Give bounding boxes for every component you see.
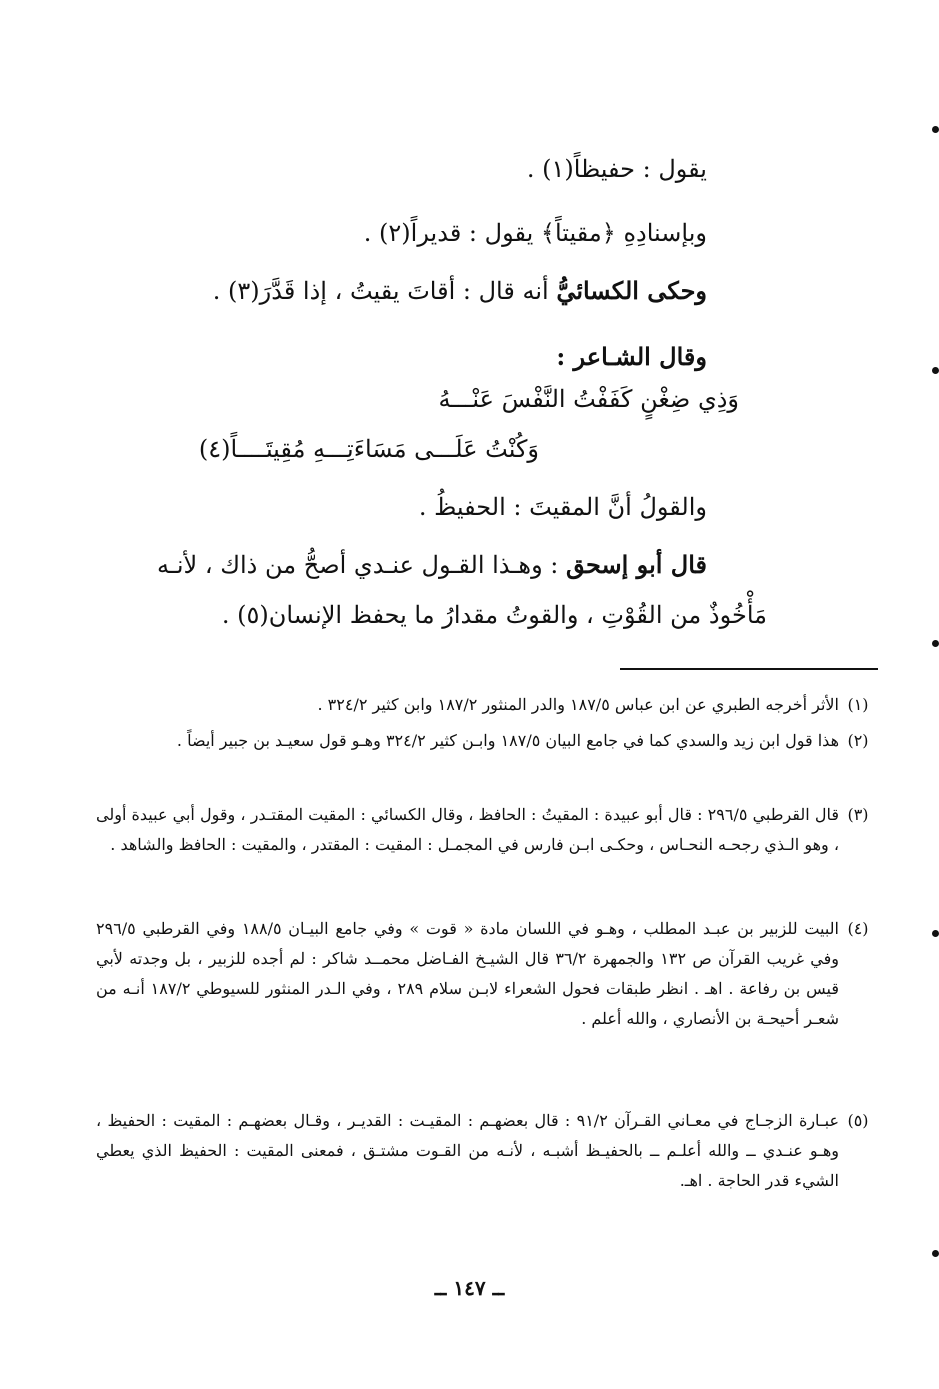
margin-mark [932, 1250, 939, 1257]
footnote-text: الأثر أخرجه الطبري عن ابن عباس ١٨٧/٥ والدر المنثور ١٨٧/٢ وابن كثير ٣٢٤/٢ . [317, 695, 839, 714]
bold-kisai: وحكى الكسائيُّ [556, 276, 707, 305]
page-number: ــ ١٤٧ ــ [434, 1276, 505, 1300]
body-line-6: مَأْخُوذٌ من القُوْتِ ، والقوتُ مقدارُ ما يحفظ الإنسان(٥) . [221, 601, 767, 629]
footnote-number: (١) [847, 695, 869, 714]
margin-mark [932, 640, 939, 647]
body-line-4: والقولُ أنَّ المقيتَ : الحفيظُ . [418, 493, 707, 521]
body-line-shaer [556, 340, 707, 374]
margin-mark [932, 367, 939, 374]
margin-mark [932, 930, 939, 937]
verse-line-1: وَذِي ضِغْنٍ كَفَفْتُ النَّفْسَ عَنْـــهُ [438, 385, 739, 413]
footnote-number: (٥) [847, 1111, 869, 1130]
footnote-text: البيت للزبير بن عبـد المطلب ، وهـو في اللسان مادة « قوت » وفي جامع البيـان ١٨٨/٥ وفي القرطبي ٢٩٦/٥ وفي غريب القرآن ص ١٣٢ والجمهرة ٣٦/٢ قال الشيـخ الفـاضل محمــد شاكر : لم أجده للزبير ، بل وجدته لأبي قيس بن رفاعة . اهـ . انظر طبقات فحول الشعراء لابـن سلام ٢٨٩ ، وفي الـدر المنثور للسيوطي ١٨٧/٢ أنـه من شعـر أحيحـة بن الأنصاري ، والله أعلم . [96, 919, 840, 1028]
bold-abu-ishaq: قال أبو إسحق [566, 550, 707, 579]
body-line-2: وبإسنادِهِ ﴿مقيتاً﴾ يقول : قديراً(٢) . [363, 219, 707, 247]
verse-line-2: وَكُنْتُ عَلَـــى مَسَاءَتِـــهِ مُقِيتَــــاً(٤) [198, 435, 539, 463]
footnote-number: (٣) [847, 805, 869, 824]
footnote-text: هذا قول ابن زيد والسدي كما في جامع البيان ١٨٧/٥ وابـن كثير ٣٢٤/٢ وهـو قول سعيـد بن جبير أيضاً . [176, 731, 839, 750]
footnote-number: (٢) [847, 731, 869, 750]
body-line-3 [213, 274, 707, 308]
footnote-number: (٤) [847, 919, 869, 938]
kisai-text: أنه قال : أقاتَ يقيتُ ، إذا قَدَّرَ(٣) . [212, 277, 549, 305]
footnote-text: قال القرطبي ٢٩٦/٥ : قال أبو عبيدة : المقيتُ : الحافظ ، وقال الكسائي : المقيت المقتـدر ، وقول أبي عبيدة أولى ، وهو الـذي رجحـه النحـاس ، وحكـى ابـن فارس في المجمـل : المقيت : المقتدر ، والمقيت : الحافظ والشاهد . [96, 805, 839, 854]
bold-shaer: وقال الشـاعر : [556, 342, 707, 371]
margin-mark [932, 126, 939, 133]
body-line-5 [157, 548, 707, 582]
abu-ishaq-text: : وهـذا القـول عنـدي أصحُّ من ذاك ، لأنـه [156, 551, 559, 579]
body-line-1: يقول : حفيظاً(١) . [526, 155, 707, 183]
footnote-rule [620, 668, 878, 670]
footnote-text: عبـارة الزجـاج في معـاني القـرآن ٩١/٢ : قال بعضهـم : المقيـت : القديـر ، وقـال بعضهـم : المقيت : الحفيظ ، وهـو عنـدي ــ والله أعلـم ــ بالحفيـظ أشبـه ، لأنـه من القـوت مشتـق ، فمعنى المقيت : الحفيظ الذي يعطي الشيء قدر الحاجة . اهـ. [96, 1111, 839, 1190]
